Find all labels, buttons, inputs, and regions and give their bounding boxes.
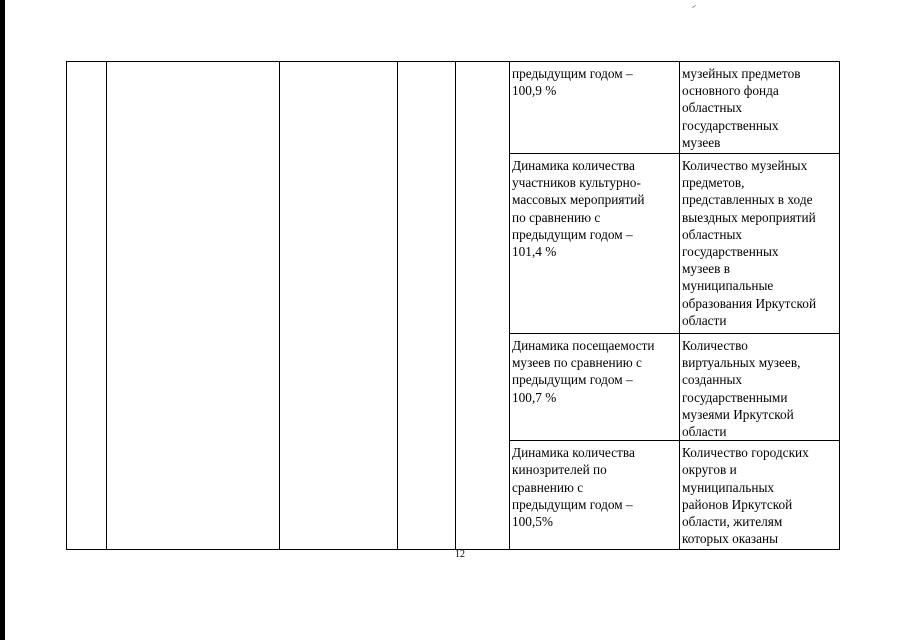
measure-cell (680, 154, 840, 334)
measure-cell (680, 441, 840, 550)
indicator-text: Динамика количества кинозрителей по сравнению с предыдущим годом – 100,5% (512, 445, 635, 530)
measure-cell (680, 334, 840, 441)
indicator-cell (510, 154, 680, 334)
indicators-table (66, 61, 840, 550)
col-period-start-cell (398, 62, 456, 550)
indicator-cell (510, 62, 680, 154)
indicator-cell (510, 441, 680, 550)
scan-speck (692, 5, 696, 8)
measure-text: Количество виртуальных музеев, созданных государственными музеями Иркутской области (682, 338, 801, 440)
measure-cell (680, 62, 840, 154)
col-period-end-cell (456, 62, 510, 550)
indicator-text: предыдущим годом – 100,9 % (512, 66, 633, 99)
table-row (67, 62, 840, 154)
measure-text: Количество музейных предметов, представленных в ходе выездных мероприятий областных государственных музеев в муниципальные образования Иркутской области (682, 158, 817, 328)
page-number: 12 (455, 549, 465, 560)
indicator-text: Динамика количества участников культурно- массовых мероприятий по сравнению с предыдущим годом – 101,4 % (512, 158, 645, 260)
indicator-cell (510, 334, 680, 441)
col-executor-cell (280, 62, 398, 550)
col-number-cell (67, 62, 107, 550)
indicator-text: Динамика посещаемости музеев по сравнению с предыдущим годом – 100,7 % (512, 338, 655, 405)
col-task-cell (107, 62, 280, 550)
scan-border (0, 0, 5, 640)
measure-text: Количество городских округов и муниципальных районов Иркутской области, жителям которых оказаны (682, 445, 809, 547)
measure-text: музейных предметов основного фонда областных государственных музеев (682, 66, 801, 150)
